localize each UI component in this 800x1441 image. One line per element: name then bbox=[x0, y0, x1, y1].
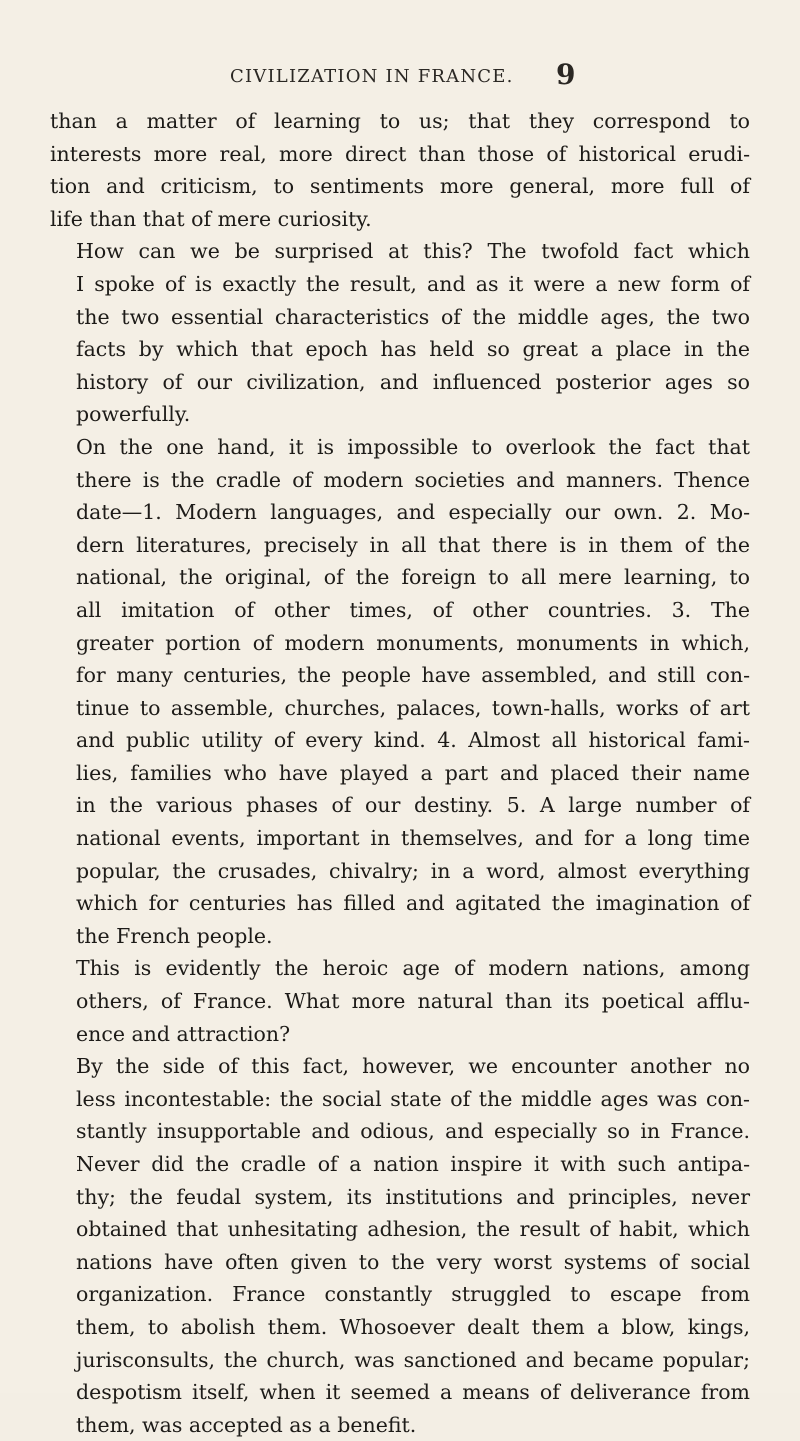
text-line: powerfully. bbox=[76, 402, 191, 427]
text-line: for many centuries, the people have assembled, and still con- bbox=[76, 663, 750, 688]
text-line: and public utility of every kind. 4. Almost all historical fami- bbox=[76, 728, 750, 753]
paragraph bbox=[50, 1050, 750, 1441]
paragraph bbox=[50, 105, 750, 235]
text-line: Never did the cradle of a nation inspire it with such antipa- bbox=[76, 1152, 750, 1176]
text-line: organization. France constantly struggled to escape from bbox=[76, 1282, 750, 1307]
text-line: the two essential characteristics of the middle ages, the two bbox=[76, 304, 750, 329]
text-line: jurisconsults, the church, was sanctioned and became popular; bbox=[76, 1347, 750, 1372]
text-line: tinue to assemble, churches, palaces, town-halls, works of art bbox=[76, 695, 750, 720]
text-line: dern literatures, precisely in all that there is in them of the bbox=[76, 532, 750, 557]
text-line: lies, families who have played a part and placed their name bbox=[76, 760, 750, 785]
text-line: obtained that unhesitating adhesion, the result of habit, which bbox=[76, 1217, 750, 1242]
text-line: nations have often given to the very worst systems of social bbox=[76, 1249, 750, 1274]
paragraph bbox=[50, 431, 750, 953]
text-line: life than that of mere curiosity. bbox=[50, 206, 372, 231]
text-line: By the side of this fact, however, we encounter another no bbox=[76, 1054, 750, 1079]
text-line: less incontestable: the social state of the middle ages was con- bbox=[76, 1086, 750, 1111]
page-number: 9 bbox=[556, 58, 576, 91]
text-line: I spoke of is exactly the result, and as it were a new form of bbox=[76, 271, 750, 296]
paragraph bbox=[50, 952, 750, 1050]
text-line: the French people. bbox=[76, 923, 273, 948]
text-line: them, to abolish them. Whosoever dealt them a blow, kings, bbox=[76, 1314, 750, 1339]
text-line: others, of France. What more natural than its poetical afflu- bbox=[76, 989, 750, 1014]
text-line: national, the original, of the foreign to all mere learning, to bbox=[76, 565, 750, 590]
text-line: which for centuries has filled and agitated the imagination of bbox=[76, 891, 750, 916]
paragraph bbox=[50, 235, 750, 431]
text-line: there is the cradle of modern societies and manners. Thence bbox=[76, 467, 750, 492]
text-line: in the various phases of our destiny. 5. A large number of bbox=[76, 793, 750, 818]
text-line: thy; the feudal system, its institutions and principles, never bbox=[76, 1184, 750, 1209]
text-line: date—1. Modern languages, and especially our own. 2. Mo- bbox=[76, 500, 750, 525]
text-line: stantly insupportable and odious, and especially so in France. bbox=[76, 1119, 750, 1144]
text-line: interests more real, more direct than those of historical erudi- bbox=[50, 141, 750, 166]
text-line: How can we be surprised at this? The twofold fact which bbox=[76, 239, 750, 264]
text-line: facts by which that epoch has held so great a place in the bbox=[76, 337, 750, 362]
text-line: greater portion of modern monuments, monuments in which, bbox=[76, 630, 750, 655]
text-line: This is evidently the heroic age of modern nations, among bbox=[76, 956, 750, 981]
running-header bbox=[0, 40, 800, 91]
text-line: popular, the crusades, chivalry; in a word, almost everything bbox=[76, 858, 750, 883]
body-text bbox=[50, 105, 750, 1441]
text-line: tion and criticism, to sentiments more general, more full of bbox=[50, 174, 750, 199]
text-line: ence and attraction? bbox=[76, 1021, 291, 1046]
text-line: than a matter of learning to us; that they correspond to bbox=[50, 109, 750, 133]
text-line: national events, important in themselves, and for a long time bbox=[76, 826, 750, 851]
text-line: history of our civilization, and influenced posterior ages so bbox=[76, 369, 750, 394]
text-line: On the one hand, it is impossible to overlook the fact that bbox=[76, 434, 750, 459]
text-line: them, was accepted as a benefit. bbox=[76, 1412, 417, 1437]
text-line: despotism itself, when it seemed a means of deliverance from bbox=[76, 1380, 750, 1405]
text-line: all imitation of other times, of other countries. 3. The bbox=[76, 597, 750, 622]
running-title: CIVILIZATION IN FRANCE. bbox=[230, 66, 514, 87]
